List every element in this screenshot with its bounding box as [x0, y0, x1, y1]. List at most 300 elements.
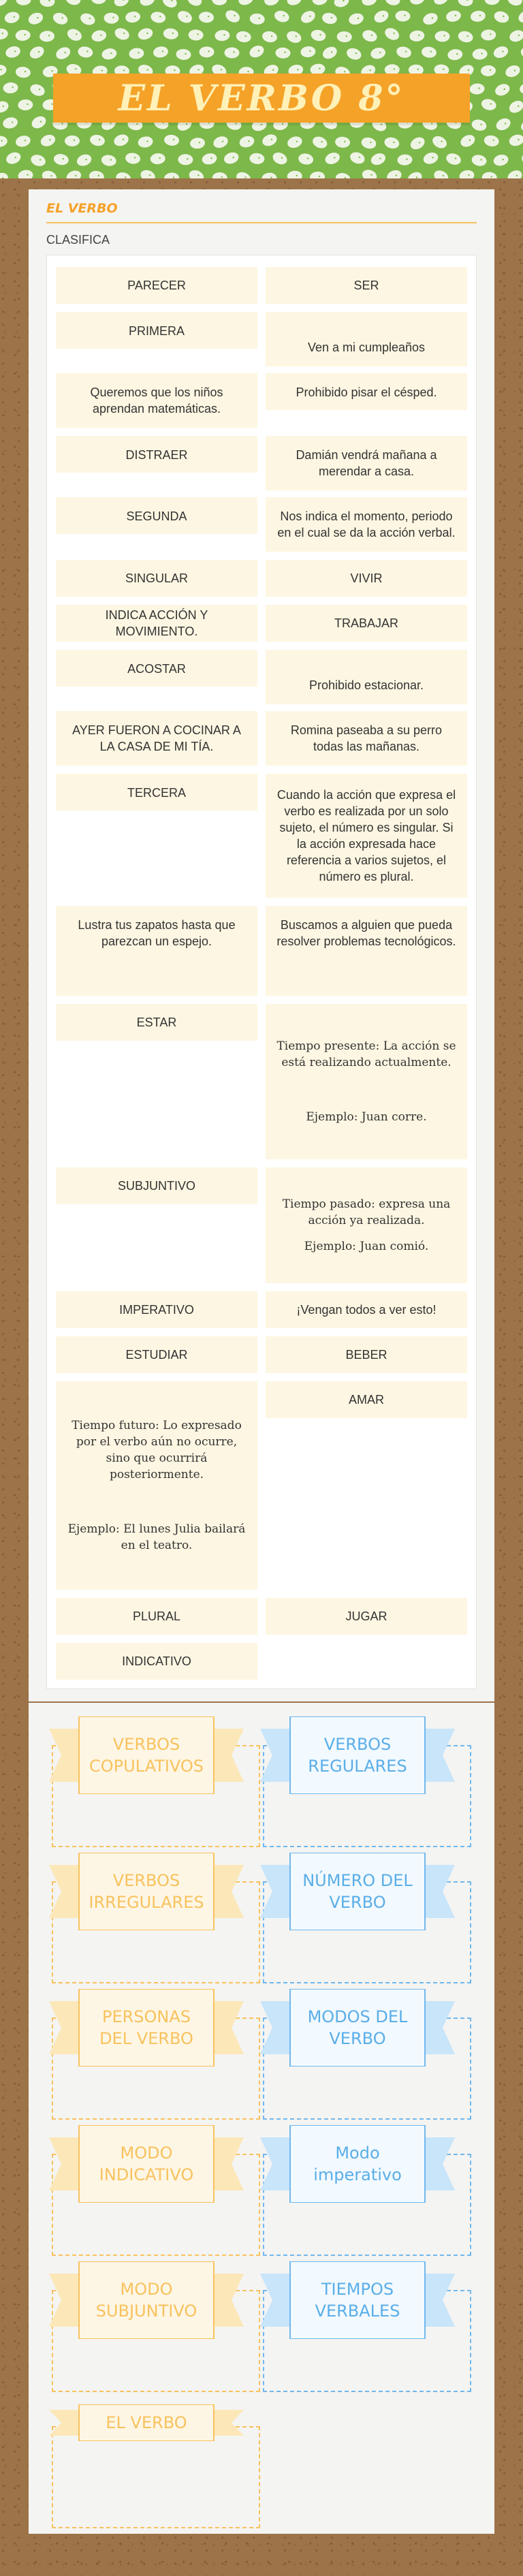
egg-dot	[50, 175, 52, 176]
draggable-tile[interactable]: Romina paseaba a su perro todas las mañanas.	[266, 711, 467, 766]
egg-shape	[273, 9, 291, 24]
egg-dot	[331, 51, 332, 52]
egg-shape	[370, 46, 387, 61]
egg-shape	[409, 135, 427, 152]
egg-dot	[12, 87, 13, 88]
draggable-tile-tiempo-pasado[interactable]	[266, 1167, 467, 1283]
category-label: MODO SUBJUNTIVO	[95, 2280, 197, 2321]
tile-text: Ejemplo: Juan corre.	[306, 1110, 427, 1124]
egg-dot	[101, 69, 103, 71]
egg-shape	[434, 31, 449, 42]
section-divider	[46, 222, 477, 223]
egg-shape	[53, 153, 70, 166]
egg-dot	[481, 52, 482, 54]
egg-dot	[85, 159, 86, 160]
egg-dot	[37, 17, 38, 18]
egg-shape	[0, 99, 10, 114]
egg-dot	[319, 34, 321, 35]
egg-shape	[27, 11, 44, 27]
egg-dot	[296, 35, 297, 37]
section-title: EL VERBO	[46, 201, 118, 216]
egg-dot	[419, 142, 420, 143]
egg-dot	[38, 51, 39, 52]
egg-dot	[65, 52, 66, 53]
egg-shape	[54, 45, 72, 61]
egg-dot	[443, 175, 444, 176]
egg-shape	[383, 136, 400, 151]
egg-shape	[138, 0, 156, 7]
egg-dot	[27, 104, 28, 105]
egg-dot	[405, 50, 407, 52]
egg-shape	[481, 29, 496, 41]
egg-dot	[370, 142, 371, 143]
egg-shape	[470, 10, 486, 22]
egg-dot	[75, 68, 76, 69]
egg-shape	[492, 44, 509, 60]
egg-dot	[136, 123, 138, 125]
egg-dot	[75, 175, 76, 176]
egg-dot	[309, 16, 311, 17]
egg-dot	[248, 140, 249, 142]
draggable-tile[interactable]: ESTAR	[56, 1004, 257, 1041]
egg-dot	[187, 158, 188, 159]
egg-dot	[479, 15, 481, 16]
draggable-tile[interactable]: BEBER	[266, 1336, 467, 1373]
draggable-tile[interactable]: Buscamos a alguien que pueda resolver problemas tecnológicos.	[266, 906, 467, 996]
egg-dot	[197, 33, 198, 35]
egg-shape	[421, 46, 437, 59]
egg-shape	[262, 30, 279, 44]
egg-shape	[15, 29, 31, 42]
egg-shape	[430, 133, 449, 151]
egg-shape	[507, 98, 523, 115]
draggable-tile[interactable]: ACOSTAR	[56, 650, 257, 687]
draggable-tile[interactable]: Cuando la acción que expresa el verbo es realizada por un solo sujeto, el número es singular. Si la acción expresada hace referencia a varios sujetos, el número es plural.	[266, 774, 467, 898]
egg-dot	[369, 69, 370, 71]
egg-shape	[150, 153, 165, 165]
egg-shape	[237, 0, 255, 7]
egg-dot	[233, 51, 234, 52]
egg-dot	[393, 33, 394, 34]
category-ribbon-personas-del-verbo	[49, 1989, 244, 2067]
egg-dot	[100, 34, 101, 35]
egg-shape	[137, 27, 155, 42]
egg-shape	[286, 135, 304, 150]
egg-dot	[14, 16, 15, 17]
draggable-tile[interactable]: Prohibido estacionar.	[266, 650, 467, 704]
egg-shape	[422, 151, 440, 166]
egg-shape	[113, 26, 131, 42]
draggable-tile[interactable]: SER	[266, 267, 467, 304]
egg-dot	[393, 142, 394, 143]
egg-shape	[518, 81, 523, 96]
egg-shape	[75, 153, 93, 168]
egg-dot	[2, 106, 3, 107]
egg-dot	[343, 0, 344, 1]
egg-dot	[221, 176, 223, 178]
draggable-tile[interactable]: ¡Vengan todos a ver esto!	[266, 1291, 467, 1328]
egg-shape	[91, 29, 108, 43]
egg-dot	[406, 159, 407, 160]
egg-dot	[518, 106, 519, 107]
egg-dot	[478, 87, 479, 89]
egg-dot	[186, 16, 187, 17]
egg-dot	[432, 18, 433, 19]
egg-dot	[371, 34, 373, 35]
egg-dot	[48, 35, 50, 36]
egg-dot	[307, 157, 308, 159]
egg-dot	[63, 158, 64, 159]
tile-text: Ejemplo: El lunes Julia bailará en el teatro.	[67, 1522, 246, 1552]
egg-dot	[235, 123, 236, 124]
draggable-tile[interactable]: TRABAJAR	[266, 605, 467, 642]
egg-dot	[443, 68, 444, 69]
draggable-tile[interactable]: PLURAL	[56, 1598, 257, 1635]
egg-dot	[309, 50, 311, 52]
category-ribbon-modo-subjuntivo	[49, 2261, 244, 2339]
egg-shape	[345, 46, 363, 62]
egg-shape	[189, 137, 205, 149]
egg-dot	[171, 0, 172, 1]
egg-shape	[15, 66, 31, 79]
draggable-tile[interactable]: Damián vendrá mañana a merendar a casa.	[266, 436, 467, 490]
egg-dot	[466, 35, 468, 37]
egg-shape	[445, 9, 462, 23]
draggable-tile[interactable]: SEGUNDA	[56, 497, 257, 534]
egg-shape	[397, 154, 413, 166]
egg-dot	[272, 69, 274, 71]
egg-dot	[247, 71, 249, 72]
egg-dot	[431, 123, 432, 124]
egg-shape	[409, 30, 425, 42]
draggable-tile[interactable]: Prohibido pisar el césped.	[266, 373, 467, 410]
egg-dot	[0, 69, 1, 70]
tile-text: Tiempo presente: La acción se está realizando actualmente.	[276, 1039, 456, 1069]
egg-shape	[178, 154, 193, 165]
category-label: Modo imperativo	[313, 2143, 402, 2184]
egg-shape	[333, 0, 351, 9]
egg-shape	[261, 132, 279, 148]
egg-dot	[123, 139, 124, 140]
egg-shape	[215, 29, 230, 42]
category-label: NÚMERO DEL VERBO	[302, 1871, 413, 1912]
egg-shape	[492, 153, 509, 168]
draggable-tile[interactable]: ESTUDIAR	[56, 1336, 257, 1373]
egg-shape	[65, 0, 82, 7]
egg-shape	[457, 0, 473, 7]
egg-shape	[199, 46, 214, 57]
egg-dot	[146, 140, 148, 142]
egg-shape	[77, 46, 93, 59]
page-title: EL VERBO 8°	[118, 77, 405, 119]
egg-shape	[238, 135, 255, 149]
egg-dot	[297, 69, 298, 70]
egg-dot	[490, 33, 491, 35]
egg-shape	[161, 0, 179, 10]
egg-shape	[321, 12, 338, 25]
egg-shape	[104, 12, 119, 24]
draggable-tile[interactable]: Queremos que los niños aprendan matemáticas.	[56, 373, 257, 428]
egg-shape	[28, 44, 46, 61]
egg-dot	[490, 103, 492, 104]
egg-shape	[383, 26, 401, 43]
egg-dot	[258, 157, 259, 159]
egg-dot	[1, 140, 3, 142]
egg-dot	[76, 33, 77, 35]
egg-dot	[110, 52, 112, 54]
egg-dot	[134, 16, 136, 17]
egg-dot	[2, 33, 3, 34]
egg-dot	[396, 174, 397, 176]
egg-shape	[472, 48, 488, 61]
egg-shape	[506, 0, 523, 7]
category-label: MODOS DEL VERBO	[307, 2007, 408, 2048]
draggable-tile[interactable]: Ven a mi cumpleaños	[266, 312, 467, 366]
draggable-tile-tiempo-presente[interactable]	[266, 1004, 467, 1159]
egg-shape	[39, 133, 57, 148]
egg-shape	[409, 0, 426, 6]
draggable-tile[interactable]: VIVIR	[266, 560, 467, 597]
egg-dot	[518, 139, 519, 140]
egg-dot	[502, 50, 503, 52]
egg-shape	[520, 151, 523, 168]
egg-dot	[222, 140, 223, 142]
egg-dot	[417, 69, 419, 70]
draggable-tile-tiempo-futuro[interactable]	[56, 1381, 257, 1590]
category-label: VERBOS IRREGULARES	[89, 1871, 204, 1912]
draggable-tile[interactable]: PARECER	[56, 267, 257, 304]
egg-dot	[418, 35, 419, 36]
egg-shape	[236, 30, 252, 43]
egg-shape	[471, 118, 488, 132]
category-ribbon-modos-del-verbo	[260, 1989, 455, 2067]
egg-shape	[458, 133, 477, 149]
egg-shape	[516, 8, 523, 25]
egg-dot	[24, 34, 25, 35]
egg-dot	[197, 69, 199, 70]
egg-shape	[373, 8, 391, 25]
drop-zone-el-verbo[interactable]	[52, 2426, 260, 2528]
egg-shape	[249, 13, 265, 25]
category-ribbon-verbos-irregulares	[49, 1853, 244, 1930]
egg-dot	[245, 35, 247, 37]
egg-dot	[110, 123, 111, 124]
draggable-tile[interactable]: AMAR	[266, 1381, 467, 1418]
egg-dot	[502, 159, 503, 160]
egg-shape	[125, 11, 141, 24]
egg-dot	[468, 69, 469, 71]
egg-shape	[480, 97, 497, 112]
egg-shape	[299, 9, 317, 26]
draggable-tile[interactable]: IMPERATIVO	[56, 1291, 257, 1328]
egg-dot	[490, 69, 491, 71]
egg-shape	[311, 134, 329, 150]
draggable-tile[interactable]: PRIMERA	[56, 312, 257, 349]
egg-shape	[150, 10, 167, 24]
egg-shape	[224, 47, 239, 58]
egg-dot	[455, 157, 456, 159]
egg-dot	[223, 34, 225, 35]
egg-shape	[323, 151, 341, 166]
egg-shape	[89, 133, 106, 147]
draggable-tile[interactable]: INDICATIVO	[56, 1643, 257, 1680]
egg-shape	[223, 151, 240, 166]
egg-shape	[336, 31, 352, 43]
category-label: VERBOS REGULARES	[308, 1735, 407, 1776]
egg-dot	[503, 16, 504, 17]
egg-dot	[344, 71, 345, 72]
egg-dot	[394, 68, 395, 69]
egg-dot	[355, 52, 357, 54]
draggable-tile[interactable]: TERCERA	[56, 774, 257, 811]
egg-shape	[471, 153, 488, 167]
egg-dot	[25, 140, 26, 141]
egg-shape	[153, 46, 169, 59]
egg-shape	[349, 151, 366, 166]
egg-shape	[361, 0, 379, 7]
egg-dot	[514, 69, 516, 71]
category-ribbon-modo-imperativo	[260, 2125, 455, 2203]
egg-dot	[432, 157, 433, 158]
egg-shape	[14, 134, 31, 148]
egg-dot	[208, 50, 209, 52]
egg-dot	[186, 123, 187, 125]
egg-dot	[469, 140, 471, 141]
category-ribbon-modo-indicativo	[49, 2125, 244, 2203]
egg-shape	[298, 153, 314, 166]
egg-dot	[516, 175, 518, 176]
egg-dot	[359, 157, 360, 158]
egg-shape	[163, 134, 180, 146]
egg-shape	[0, 135, 8, 148]
header-banner	[0, 0, 523, 198]
egg-shape	[39, 0, 55, 7]
egg-shape	[504, 63, 522, 80]
egg-dot	[162, 50, 163, 52]
egg-dot	[455, 15, 456, 16]
egg-shape	[29, 153, 47, 168]
category-ribbon-numero-del-verbo	[260, 1853, 455, 1930]
egg-shape	[137, 136, 154, 149]
egg-shape	[445, 152, 462, 167]
egg-dot	[197, 174, 199, 176]
draggable-tile[interactable]: DISTRAER	[56, 436, 257, 473]
egg-shape	[29, 82, 46, 98]
egg-dot	[443, 35, 445, 36]
egg-shape	[176, 48, 191, 61]
egg-shape	[508, 28, 523, 44]
egg-dot	[504, 89, 505, 90]
egg-shape	[395, 10, 411, 22]
egg-dot	[110, 159, 112, 160]
egg-dot	[123, 33, 125, 34]
egg-shape	[361, 28, 379, 43]
category-label: VERBOS COPULATIVOS	[89, 1735, 204, 1776]
tile-text: Ejemplo: Juan comió.	[304, 1240, 429, 1253]
egg-dot	[296, 141, 298, 142]
category-ribbon-verbos-copulativos	[49, 1716, 244, 1794]
egg-shape	[3, 10, 20, 25]
draggable-tile[interactable]: Nos indica el momento, periodo en el cual se da la acción verbal.	[266, 497, 467, 552]
egg-dot	[271, 139, 272, 140]
egg-dot	[15, 157, 16, 158]
egg-shape	[125, 152, 141, 165]
egg-shape	[263, 0, 281, 7]
category-label: TIEMPOS VERBALES	[315, 2280, 400, 2321]
egg-shape	[185, 0, 204, 8]
egg-dot	[208, 16, 209, 17]
egg-dot	[379, 52, 381, 53]
draggable-tile[interactable]: SINGULAR	[56, 560, 257, 597]
egg-dot	[40, 121, 42, 122]
category-label: MODO INDICATIVO	[99, 2143, 194, 2184]
egg-shape	[163, 28, 179, 40]
egg-shape	[384, 0, 401, 7]
egg-dot	[296, 175, 298, 176]
category-label: EL VERBO	[106, 2413, 187, 2432]
egg-shape	[310, 29, 327, 42]
egg-dot	[61, 17, 63, 18]
egg-dot	[39, 159, 41, 160]
egg-dot	[174, 69, 175, 71]
draggable-tile[interactable]: SUBJUNTIVO	[56, 1167, 257, 1204]
egg-shape	[91, 0, 106, 4]
egg-dot	[134, 157, 136, 158]
egg-shape	[101, 47, 118, 61]
egg-dot	[261, 124, 262, 125]
egg-shape	[112, 133, 130, 148]
egg-shape	[18, 99, 33, 110]
category-ribbon-el-verbo	[49, 2404, 244, 2441]
egg-dot	[234, 15, 235, 16]
egg-dot	[480, 123, 481, 125]
egg-dot	[259, 18, 260, 19]
egg-shape	[4, 44, 22, 59]
egg-shape	[469, 83, 485, 95]
egg-dot	[370, 174, 372, 175]
egg-shape	[447, 48, 463, 61]
egg-dot	[282, 123, 283, 125]
egg-dot	[404, 14, 405, 16]
egg-dot	[210, 157, 212, 159]
draggable-tile[interactable]: JUGAR	[266, 1598, 467, 1635]
egg-shape	[312, 0, 328, 6]
category-label: PERSONAS DEL VERBO	[99, 2007, 193, 2048]
draggable-tile[interactable]: AYER FUERON A COCINAR A LA CASA DE MI TÍA.	[56, 711, 257, 766]
egg-shape	[360, 136, 377, 151]
egg-dot	[441, 140, 442, 142]
egg-shape	[39, 31, 55, 42]
draggable-tile[interactable]: Lustra tus zapatos hasta que parezcan un espejo.	[56, 906, 257, 996]
title-banner	[53, 74, 470, 123]
egg-dot	[379, 157, 381, 159]
egg-dot	[149, 174, 150, 176]
egg-shape	[223, 8, 242, 25]
egg-dot	[221, 69, 222, 70]
egg-shape	[212, 0, 227, 5]
egg-dot	[334, 157, 335, 158]
egg-dot	[61, 123, 63, 124]
draggable-tile[interactable]: INDICA ACCIÓN Y MOVIMIENTO.	[56, 605, 257, 642]
egg-shape	[65, 27, 84, 43]
egg-dot	[480, 159, 481, 160]
egg-shape	[188, 29, 204, 41]
egg-shape	[493, 82, 511, 97]
egg-dot	[74, 140, 75, 141]
egg-shape	[112, 0, 130, 8]
tile-text: Tiempo pasado: expresa una acción ya realizada.	[282, 1197, 451, 1227]
egg-dot	[199, 142, 200, 143]
